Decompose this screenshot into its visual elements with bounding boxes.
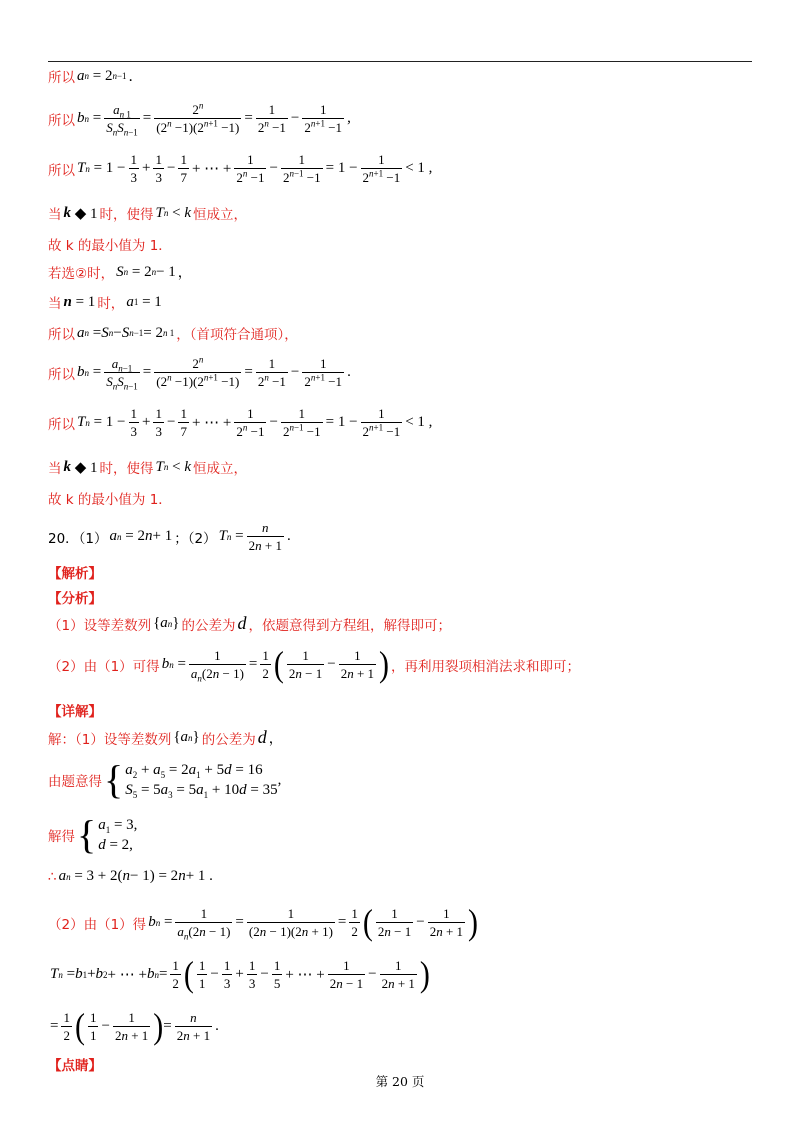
line-bn-formula-2: 所以 b n = $\frac{a_{n-1}}{S_nS_{n-1}}$ = $\frac{2^n}{(2^n -1)(2^{n+1} -1)}$ = $\frac{1}{2^n -1}$ − $\frac{1}{2^{n+1} -1}$ .	[48, 354, 351, 392]
analysis-step-2: （2）由（1）可得 b n = $\frac{1}{a_n(2n - 1)}$ = $\frac{1}{2}$ ( $\frac{1}{2n - 1}$ − $\frac{1}{2n + 1}$ ) ，再利用裂项相消法求和即可；	[48, 644, 581, 684]
line-n-equals-1: 当 n = 1 时， a 1 = 1	[48, 293, 162, 312]
header-rule	[48, 61, 752, 62]
section-dianjing: 【点睛】	[48, 1058, 102, 1074]
line-k-condition: 当 k ◆ 1 时，使得 T n < k 恒成立，	[48, 204, 248, 223]
line-an-derivation: 所以 a n = S n − S n−1 = 2 n 1 ，（首项符合通项），	[48, 324, 298, 343]
solution-system: 由题意得 { $a_2 + a_5 = 2a_1 + 5d = 16$ $S_5 = 5a_3 = 5a_1 + 10d = 35$ ,	[48, 757, 282, 802]
line-k-condition-2: 当 k ◆ 1 时，使得 T n < k 恒成立，	[48, 458, 248, 477]
solution-tn-result: = $\frac{1}{2}$ ( $\frac{1}{1}$ − $\frac{1}{2n + 1}$ ) = $\frac{n}{2n + 1}$ .	[50, 1006, 219, 1046]
section-jiexi: 【解析】	[48, 566, 102, 582]
line-k-min-2: 故 k 的最小值为 1．	[48, 492, 172, 508]
solution-an: ∴ a n = 3 + 2( n − 1) = 2 n + 1 .	[48, 868, 213, 885]
line-an-formula: 所以 a n = 2 n−1 ．	[48, 67, 143, 86]
line-tn-sum: 所以 T n = 1 − $\frac{1}{3}$ + $\frac{1}{3}$ − $\frac{1}{7}$ + ⋯ + $\frac{1}{2^n -1}$ − $\frac{1}{2^{n-1} -1}$ = 1 − $\frac{1}{2^{n+1} -1}$ < 1 ,	[48, 152, 433, 185]
math-bn: b n = $\frac{a_{n 1}}{S_nS_{n-1}}$ = $\frac{2^n}{(2^n -1)(2^{n+1} -1)}$ = $\frac{1}{2^n -1}$ − $\frac{1}{2^{n+1} -1}$ ,	[77, 100, 351, 138]
line-bn-formula: 所以 b n = $\frac{a_{n 1}}{S_nS_{n-1}}$ = $\frac{2^n}{(2^n -1)(2^{n+1} -1)}$ = $\frac{1}{2^n -1}$ − $\frac{1}{2^{n+1} -1}$ ,	[48, 100, 351, 138]
line-k-min: 故 k 的最小值为 1．	[48, 238, 172, 254]
solution-result: 解得 { $a_1 = 3$, d = 2,	[48, 812, 138, 857]
solution-tn-sum: T n = b 1 + b 2 + ⋯ + b n = $\frac{1}{2}$ ( $\frac{1}{1}$ − $\frac{1}{3}$ + $\frac{1}{3}$ − $\frac{1}{5}$ + ⋯ + $\frac{1}{2n - 1}$ − $\frac{1}{2n + 1}$ )	[50, 954, 430, 994]
math-an: a n = 2 n−1	[77, 67, 127, 84]
analysis-step-1: （1）设等差数列 { a n } 的公差为 d ，依题意得到方程组，解得即可；	[48, 613, 451, 634]
section-fenxi: 【分析】	[48, 591, 102, 607]
section-xiangjie: 【详解】	[48, 704, 102, 720]
solution-step-1: 解：（1）设等差数列 { a n } 的公差为 d ，	[48, 727, 283, 748]
question-20-answer: 20．（1） a n = 2 n + 1 ；（2） T n = $\frac{n}{2n + 1}$ .	[48, 520, 291, 553]
line-tn-sum-2: 所以 T n = 1 − $\frac{1}{3}$ + $\frac{1}{3}$ − $\frac{1}{7}$ + ⋯ + $\frac{1}{2^n -1}$ − $\frac{1}{2^{n-1} -1}$ = 1 − $\frac{1}{2^{n+1} -1}$ < 1 ,	[48, 406, 433, 439]
math-tn: T n = 1 − $\frac{1}{3}$ + $\frac{1}{3}$ − $\frac{1}{7}$ + ⋯ + $\frac{1}{2^n -1}$ − $\frac{1}{2^{n-1} -1}$ = 1 − $\frac{1}{2^{n+1} -1}$ < 1 ,	[77, 152, 433, 185]
page-number: 第 20 页	[375, 1074, 425, 1089]
line-option-2: 若选②时， S n = 2 n − 1 ，	[48, 263, 192, 282]
solution-step-2: （2）由（1）得 b n = $\frac{1}{a_n(2n - 1)}$ = $\frac{1}{(2n - 1)(2n + 1)}$ = $\frac{1}{2}$ ( $\frac{1}{2n - 1}$ − $\frac{1}{2n + 1}$ )	[48, 902, 479, 942]
